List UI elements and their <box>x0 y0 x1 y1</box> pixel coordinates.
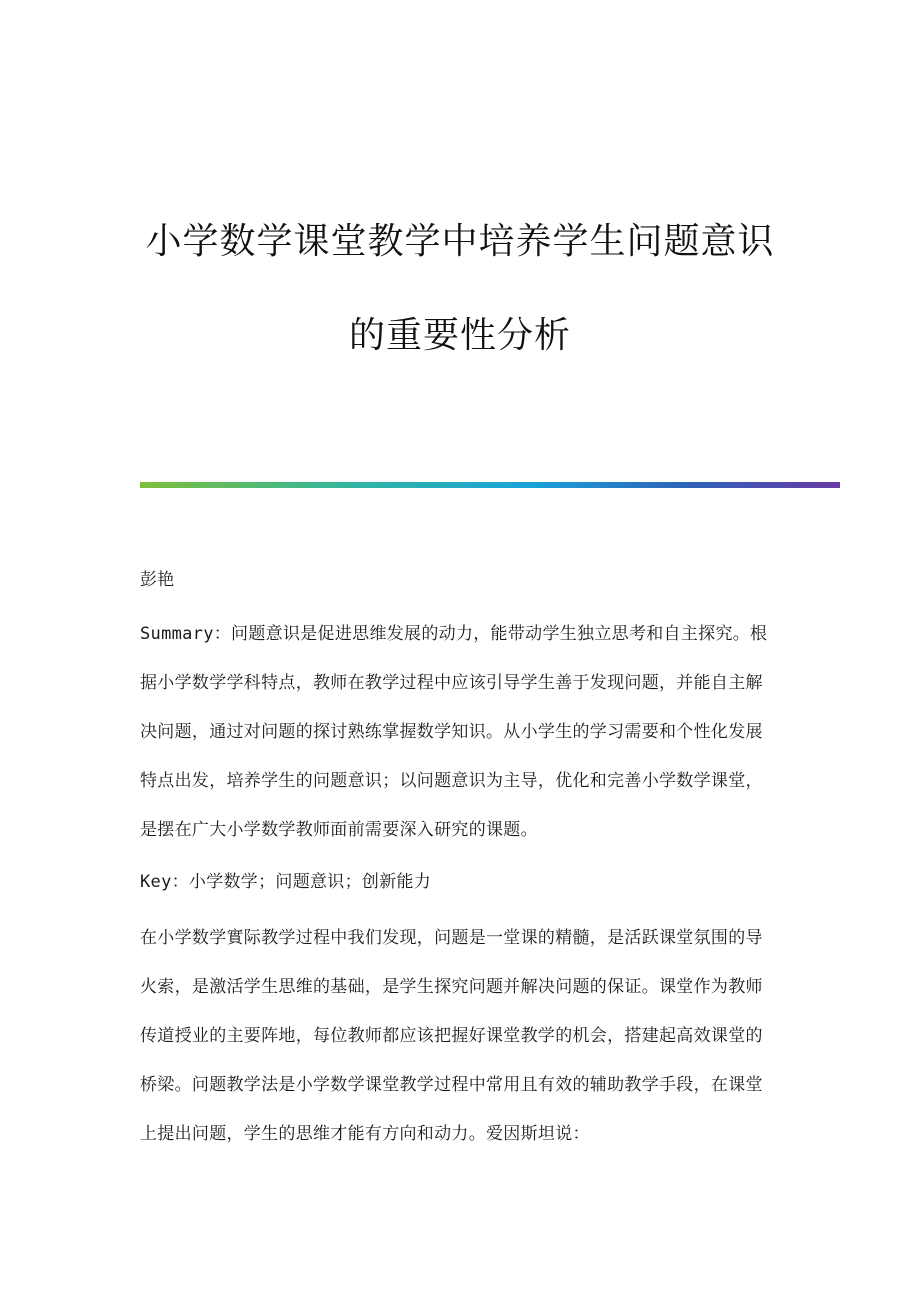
summary-text: 问题意识是促进思维发展的动力，能带动学生独立思考和自主探究。根据小学数学学科特点，教师在教学过程中应该引导学生善于发现问题，并能自主解决问题，通过对问题的探讨熟练掌握数学知识。从小学生的学习需要和个性化发展特点出发，培养学生的问题意识；以问题意识为主导，优化和完善小学数学课堂，是摆在广大小学数学教师面前需要深入研究的课题。 <box>140 624 768 840</box>
body-paragraph-1: 在小学数学實际教学过程中我们发现，问题是一堂课的精髓，是活跃课堂氛围的导火索，是激活学生思维的基础，是学生探究问题并解决问题的保证。课堂作为教师传道授业的主要阵地，每位教师都应该把握好课堂教学的机会，搭建起高效课堂的桥梁。问题教学法是小学数学课堂教学过程中常用且有效的辅助教学手段，在课堂上提出问题，学生的思维才能有方向和动力。爱因斯坦说： <box>140 928 763 1144</box>
keywords-line <box>140 858 776 907</box>
gradient-divider <box>140 482 840 488</box>
summary-label: Summary： <box>140 624 232 644</box>
summary-paragraph <box>140 610 776 855</box>
title-line-2: 的重要性分析 <box>348 315 571 356</box>
title-line-1: 小学数学课堂教学中培养学生问题意识 <box>145 221 775 262</box>
keywords-label: Key： <box>140 872 189 892</box>
author-name: 彭艳 <box>140 570 175 590</box>
keywords-text: 小学数学；问题意识；创新能力 <box>188 872 432 892</box>
